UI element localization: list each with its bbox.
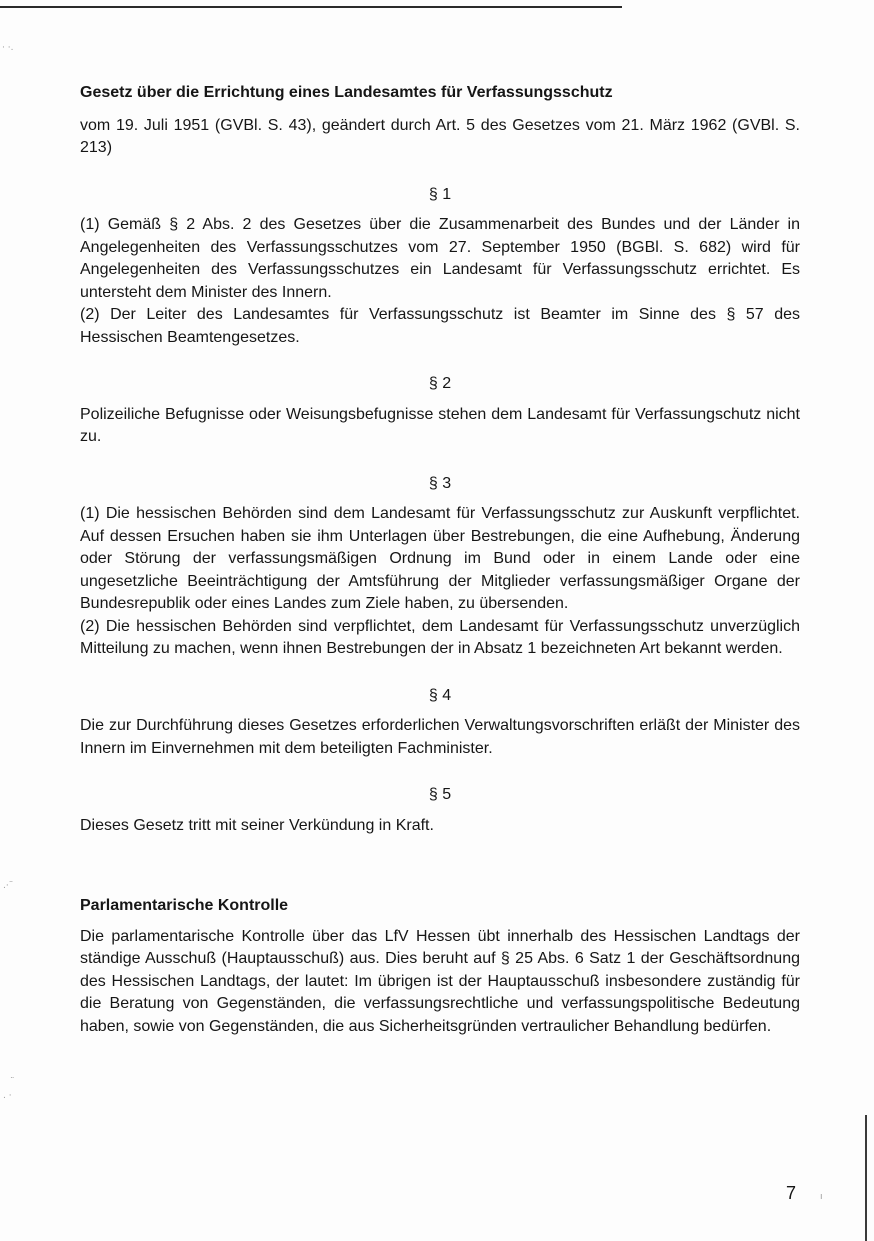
section-5 xyxy=(80,784,800,837)
section-paragraph: Dieses Gesetz tritt mit seiner Verkündung in Kraft. xyxy=(80,816,434,834)
section-2 xyxy=(80,373,800,449)
control-heading: Parlamentarische Kontrolle xyxy=(80,897,289,914)
page-number: 7 xyxy=(786,1183,797,1203)
section-paragraph: (1) Gemäß § 2 Abs. 2 des Gesetzes über die Zusammenarbeit des Bundes und der Länder in Angelegenheiten des Verfassungsschutzes vom 27. September 1950 (BGBl. S. 682) wird für Angelegenheiten des Verfassungsschutzes ein Landesamt für Verfassungsschutz errichtet. Es untersteht dem Minister des Innern. xyxy=(80,216,800,301)
section-paragraph: (2) Die hessischen Behörden sind verpflichtet, dem Landesamt für Verfassungsschutz unverzüglich Mitteilung zu machen, wenn ihnen Bestrebungen der in Absatz 1 bezeichneten Art bekannt werden. xyxy=(80,617,800,657)
section-4 xyxy=(80,685,800,761)
right-edge-rule xyxy=(865,1115,867,1241)
scan-speck: . · xyxy=(3,1091,12,1101)
section-1 xyxy=(80,184,800,350)
law-title: Gesetz über die Errichtung eines Landesamtes für Verfassungsschutz xyxy=(80,84,613,101)
section-label: § 1 xyxy=(428,185,452,203)
section-label: § 5 xyxy=(428,786,452,803)
scan-speck: ı xyxy=(820,1192,823,1202)
section-label: § 4 xyxy=(428,686,452,704)
law-source: vom 19. Juli 1951 (GVBl. S. 43), geändert durch Art. 5 des Gesetzes vom 21. März 1962 (GVBl. S. 213) xyxy=(80,116,800,156)
page-content xyxy=(80,82,800,1038)
section-label: § 2 xyxy=(428,375,452,392)
section-paragraph: Die zur Durchführung dieses Gesetzes erforderlichen Verwaltungsvorschriften erläßt der Minister des Innern im Einvernehmen mit dem beteiligten Fachminister. xyxy=(80,717,800,757)
control-text: Die parlamentarische Kontrolle über das LfV Hessen übt innerhalb des Hessischen Landtags der ständige Ausschuß (Hauptausschuß) aus. Dies beruht auf § 25 Abs. 6 Satz 1 der Geschäftsordnung des Hessischen Landtags, der lautet: Im übrigen ist der Hauptausschuß insbesondere zuständig für die Beratung von Gegenständen, die verfassungsrechtliche und verfassungspolitische Bedeutung haben, sowie von Gegenständen, die aus Sicherheitsgründen vertraulicher Behandlung bedürfen. xyxy=(80,927,800,1035)
section-paragraph: Polizeiliche Befugnisse oder Weisungsbefugnisse stehen dem Landesamt für Verfassungschutz nicht zu. xyxy=(80,405,800,445)
top-rule xyxy=(0,6,622,8)
section-3 xyxy=(80,473,800,661)
section-paragraph: (2) Der Leiter des Landesamtes für Verfassungsschutz ist Beamter im Sinne des § 57 des Hessischen Beamtengesetzes. xyxy=(80,306,800,346)
section-paragraph: (1) Die hessischen Behörden sind dem Landesamt für Verfassungsschutz zur Auskunft verpflichtet. Auf dessen Ersuchen haben sie ihm Unterlagen über Bestrebungen, die eine Aufhebung, Änderung oder Störung der verfassungsmäßigen Ordnung im Bund oder in einem Lande oder eine ungesetzliche Beeinträchtigung der Amtsführung der Mitglieder verfassungsmäßiger Organe der Bundesrepublik oder eines Landes zum Ziele haben, zu übersenden. xyxy=(80,505,800,612)
scan-speck: .·¨ xyxy=(3,881,14,891)
section-label: § 3 xyxy=(428,474,452,492)
scan-speck: ¨ xyxy=(10,1077,15,1087)
scan-speck: · ·. xyxy=(2,43,14,53)
